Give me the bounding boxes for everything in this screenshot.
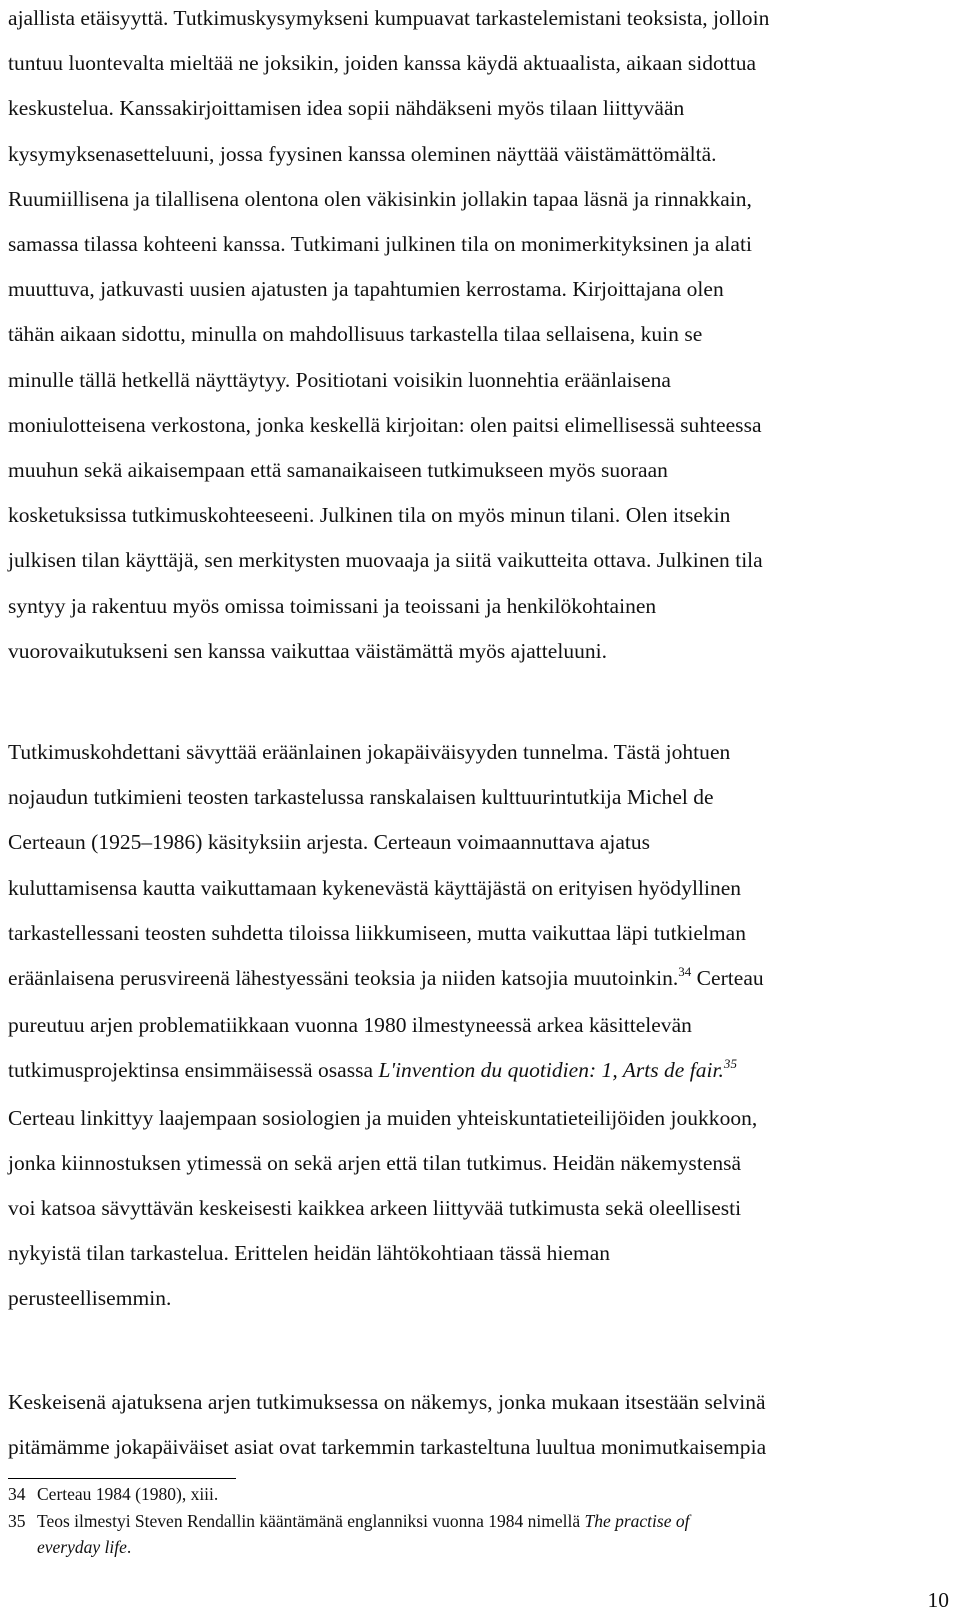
footnote-34 [8,1481,908,1508]
footnote-35 [8,1508,908,1561]
text-line: tähän aikaan sidottu, minulla on mahdollisuus tarkastella tilaa sellaisena, kuin se [8,322,703,347]
work-title: everyday life [37,1537,127,1557]
paragraph-1 [8,0,769,674]
text-line: voi katsoa sävyttävän keskeisesti kaikkea arkeen liittyvää tutkimusta sekä oleellisesti [8,1196,742,1221]
text-segment: tutkimusprojektinsa ensimmäisessä osassa [8,1058,379,1083]
text-line: Ruumiillisena ja tilallisena olentona olen väkisinkin jollakin tapaa läsnä ja rinnakkain, [8,186,752,211]
text-line: kysymyksenasetteluuni, jossa fyysinen kanssa oleminen näyttää väistämättömältä. [8,141,717,166]
work-title: The practise of [584,1510,690,1531]
footnote-number: 34 [8,1484,26,1504]
text-line: nykyistä tilan tarkastelua. Erittelen heidän lähtökohtiaan tässä hieman [8,1241,611,1266]
text-line: muuttuva, jatkuvasti uusien ajatusten ja tapahtumien kerrostama. Kirjoittajana olen [8,277,724,302]
text-line: nojaudun tutkimieni teosten tarkastelussa ranskalaisen kulttuurintutkija Michel de [8,785,714,810]
text-line: Tutkimuskohdettani sävyttää eräänlainen jokapäiväisyyden tunnelma. Tästä johtuen [8,740,731,764]
footnote-ref-35[interactable] [724,1056,737,1071]
footnote-divider [8,1478,236,1479]
text-line: tuntuu luontevalta mieltää ne joksikin, joiden kanssa käydä aktuaalista, aikaan sidottua [8,51,757,76]
text-line: kosketuksissa tutkimuskohteeseeni. Julkinen tila on myös minun tilani. Olen itsekin [8,503,731,528]
footnote-number: 35 [8,1510,26,1531]
text-segment: Teos ilmestyi Steven Rendallin kääntämänä englanniksi vuonna 1984 nimellä [37,1510,585,1531]
footnote-ref-35-number: 35 [723,1056,737,1072]
text-line-with-footnote-35 [8,1048,764,1095]
footnotes [8,1481,908,1561]
text-line: moniulotteisena verkostona, jonka keskellä kirjoitan: olen paitsi elimellisessä suhteessa [8,412,762,437]
text-line: pitämämme jokapäiväiset asiat ovat tarkemmin tarkasteltuna luultua monimutkaisempia [8,1435,767,1460]
text-line: kuluttamisensa kautta vaikuttamaan kykenevästä käyttäjästä on erityisen hyödyllinen [8,875,742,900]
work-title: L'invention du quotidien: 1, Arts de fair. [378,1058,724,1083]
text-line-with-footnote-34 [8,956,764,1003]
text-line: Certeau linkittyy laajempaan sosiologien ja muiden yhteiskuntatieteilijöiden joukkoon, [8,1105,758,1130]
text-line: ajallista etäisyyttä. Tutkimuskysymykseni kumpuavat tarkastelemistani teoksista, jolloin [8,6,770,30]
text-segment: Certeau [691,966,764,991]
text-segment: . [126,1537,132,1557]
text-line: minulle tällä hetkellä näyttäytyy. Positiotani voisikin luonnehtia eräänlaisena [8,367,671,392]
text-line: julkisen tilan käyttäjä, sen merkitysten muovaaja ja siitä vaikutteita ottava. Julkinen tila [8,548,763,573]
footnote-ref-34[interactable]: 34 [678,964,692,980]
text-line: keskustelua. Kanssakirjoittamisen idea sopii nähdäkseni myös tilaan liittyvään [8,96,685,121]
footnote-line [37,1508,689,1535]
paragraph-3 [8,1380,766,1470]
text-line: jonka kiinnostuksen ytimessä on sekä arjen että tilan tutkimus. Heidän näkemystensä [8,1150,742,1175]
text-line: perusteellisemmin. [8,1286,172,1311]
text-line: Certeaun (1925–1986) käsityksiin arjesta. Certeaun voimaannuttava ajatus [8,830,651,855]
text-line: samassa tilassa kohteeni kanssa. Tutkimani julkinen tila on monimerkityksinen ja alati [8,232,752,257]
footnote-text [37,1508,689,1561]
paragraph-2 [8,730,764,1322]
page-number: 10 [927,1588,949,1612]
text-line: tarkastellessani teosten suhdetta tiloissa liikkumiseen, mutta vaikuttaa läpi tutkielman [8,920,746,945]
text-segment: eräänlaisena perusvireenä lähestyessäni teoksia ja niiden katsojia muutoinkin. [8,966,679,991]
text-line: pureutuu arjen problematiikkaan vuonna 1980 ilmestyneessä arkea käsittelevän [8,1013,692,1038]
text-line: muuhun sekä aikaisempaan että samanaikaiseen tutkimukseen myös suoraan [8,458,668,483]
footnote-text: Certeau 1984 (1980), xiii. [37,1484,219,1504]
footnote-line [37,1534,689,1561]
text-line: Keskeisenä ajatuksena arjen tutkimuksessa on näkemys, jonka mukaan itsestään selvinä [8,1390,766,1414]
text-line: vuorovaikutukseni sen kanssa vaikuttaa väistämättä myös ajatteluuni. [8,638,608,663]
text-line: syntyy ja rakentuu myös omissa toimissani ja teoissani ja henkilökohtainen [8,593,657,618]
